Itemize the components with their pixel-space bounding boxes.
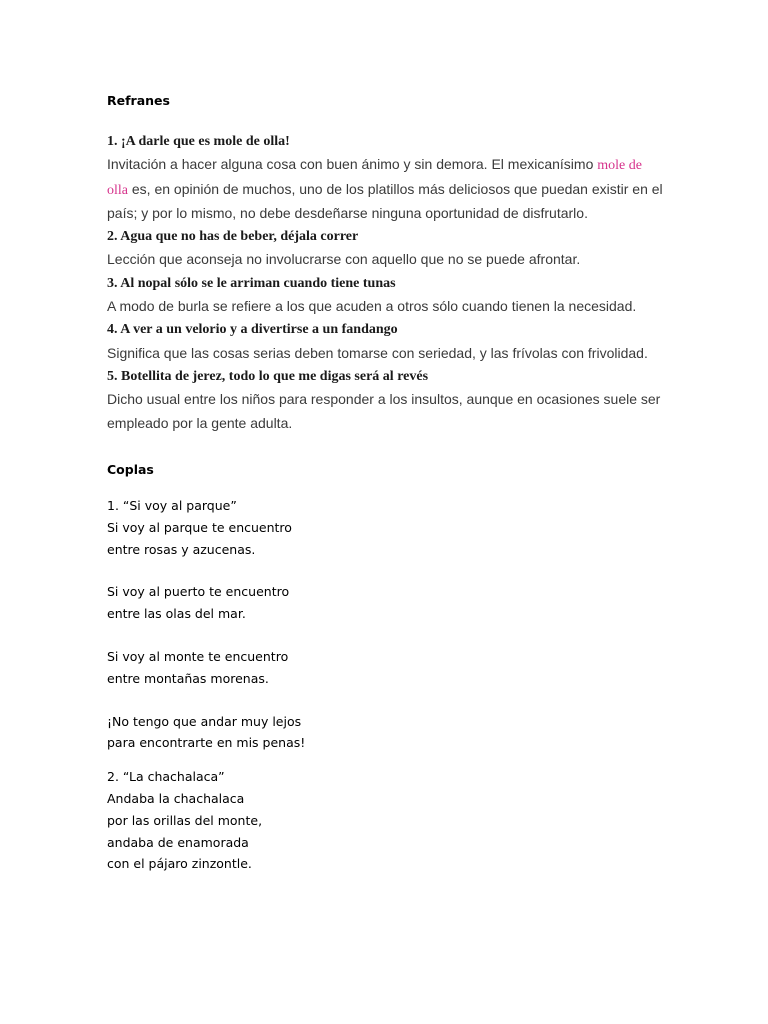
copla-2 (107, 766, 305, 875)
copla-line: Si voy al monte te encuentro (107, 648, 289, 664)
refran-title: 4. A ver a un velorio y a divertirse a un fandango (107, 322, 398, 338)
copla-line: andaba de enamorada (107, 834, 249, 850)
copla-line: con el pájaro zinzontle. (107, 856, 252, 872)
copla-line: entre rosas y azucenas. (107, 541, 256, 557)
refranes-section (107, 130, 667, 435)
mole-de-olla-link[interactable]: olla (107, 182, 128, 198)
copla-line: por las orillas del monte, (107, 812, 263, 828)
refran-title: 5. Botellita de jerez, todo lo que me digas será al revés (107, 368, 429, 384)
copla-title: 1. “Si voy al parque” (107, 498, 237, 513)
refran-description-line: país; y por lo mismo, no debe desdeñarse ninguna oportunidad de disfrutarlo. (107, 204, 588, 221)
copla-line: Si voy al parque te encuentro (107, 519, 292, 535)
refran-description-line (107, 153, 667, 177)
copla-title: 2. “La chachalaca” (107, 769, 225, 785)
mole-de-olla-link[interactable]: mole de (597, 158, 642, 174)
refran-description: empleado por la gente adulta. (107, 414, 293, 431)
refran-description-line (107, 178, 667, 202)
copla-1 (107, 495, 305, 754)
refran-text: Invitación a hacer alguna cosa con buen ánimo y sin demora. El mexicanísimo (107, 156, 598, 173)
refran-description: Dicho usual entre los niños para responder a los insultos, aunque en ocasiones suele ser (107, 391, 661, 408)
copla-line: entre montañas morenas. (107, 670, 269, 686)
refran-title: 2. Agua que no has de beber, déjala correr (107, 229, 359, 245)
copla-line: Si voy al puerto te encuentro (107, 584, 290, 600)
copla-line: ¡No tengo que andar muy lejos (107, 713, 302, 729)
copla-line: Andaba la chachalaca (107, 790, 245, 806)
copla-line: entre las olas del mar. (107, 606, 246, 622)
refran-title: 3. Al nopal sólo se le arriman cuando tiene tunas (107, 275, 396, 291)
coplas-section (107, 495, 305, 875)
refran-description: A modo de burla se refiere a los que acuden a otros sólo cuando tienen la necesidad. (107, 298, 637, 315)
copla-line: para encontrarte en mis penas! (107, 735, 306, 751)
refran-text: es, en opinión de muchos, uno de los platillos más deliciosos que puedan existir en el (128, 180, 663, 197)
refran-description: Significa que las cosas serias deben tomarse con seriedad, y las frívolas con frivolidad. (107, 344, 648, 361)
refran-description: Lección que aconseja no involucrarse con aquello que no se puede afrontar. (107, 251, 581, 268)
refranes-heading: Refranes (107, 93, 170, 108)
refran-title: 1. ¡A darle que es mole de olla! (107, 134, 290, 149)
coplas-heading: Coplas (107, 462, 154, 477)
